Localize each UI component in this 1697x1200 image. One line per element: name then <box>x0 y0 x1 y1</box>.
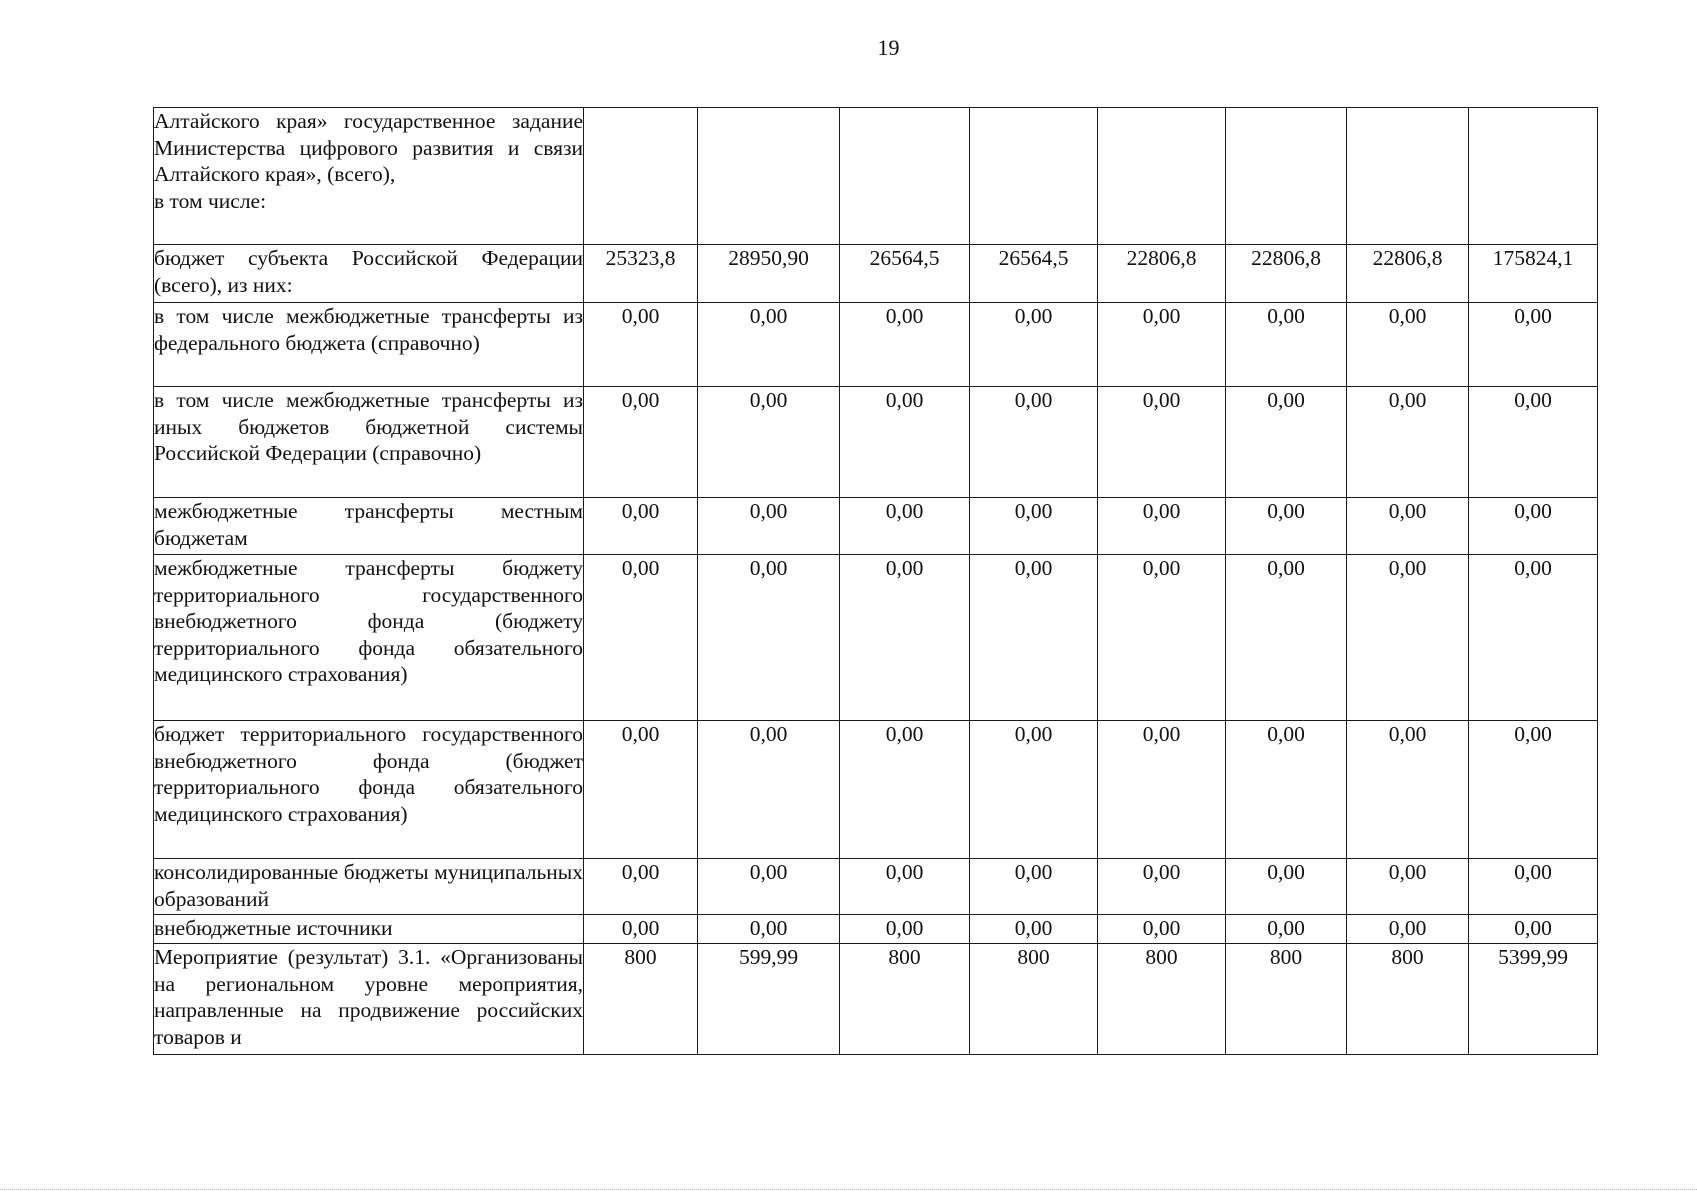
value-cell: 0,00 <box>698 303 840 387</box>
value-cell: 0,00 <box>584 498 698 555</box>
value-cell: 0,00 <box>698 555 840 721</box>
value-cell: 0,00 <box>970 859 1098 915</box>
value-cell: 0,00 <box>1226 915 1347 944</box>
value-cell-total <box>1469 108 1598 245</box>
value-cell: 0,00 <box>1098 387 1226 498</box>
value-cell: 0,00 <box>1347 555 1469 721</box>
value-cell: 0,00 <box>1098 721 1226 859</box>
row-label: межбюджетные трансферты местным бюджетам <box>154 498 584 555</box>
value-cell: 0,00 <box>840 555 970 721</box>
value-cell: 0,00 <box>840 387 970 498</box>
row-label <box>154 108 584 245</box>
value-cell: 22806,8 <box>1347 245 1469 303</box>
value-cell: 0,00 <box>1226 303 1347 387</box>
value-cell: 0,00 <box>1098 915 1226 944</box>
value-cell: 0,00 <box>698 915 840 944</box>
value-cell-total: 0,00 <box>1469 498 1598 555</box>
value-cell: 0,00 <box>1226 498 1347 555</box>
row-label: в том числе межбюджетные трансферты из иных бюджетов бюджетной системы Российской Федерации (справочно) <box>154 387 584 498</box>
table-row <box>154 108 1598 245</box>
value-cell: 0,00 <box>840 498 970 555</box>
value-cell: 26564,5 <box>840 245 970 303</box>
table-row <box>154 245 1598 303</box>
value-cell: 0,00 <box>970 498 1098 555</box>
value-cell: 0,00 <box>1347 303 1469 387</box>
table-row <box>154 387 1598 498</box>
value-cell: 0,00 <box>1098 498 1226 555</box>
row-label: внебюджетные источники <box>154 915 584 944</box>
scan-edge-rule <box>0 1189 1697 1190</box>
value-cell-total: 0,00 <box>1469 915 1598 944</box>
value-cell-total: 0,00 <box>1469 859 1598 915</box>
table-row <box>154 721 1598 859</box>
value-cell: 0,00 <box>1226 555 1347 721</box>
value-cell: 0,00 <box>1347 859 1469 915</box>
value-cell: 800 <box>1226 944 1347 1055</box>
value-cell: 0,00 <box>584 915 698 944</box>
value-cell: 0,00 <box>970 721 1098 859</box>
value-cell: 0,00 <box>698 387 840 498</box>
value-cell: 800 <box>840 944 970 1055</box>
value-cell: 0,00 <box>584 303 698 387</box>
value-cell: 26564,5 <box>970 245 1098 303</box>
row-label: в том числе межбюджетные трансферты из федерального бюджета (справочно) <box>154 303 584 387</box>
row-label: бюджет субъекта Российской Федерации (всего), из них: <box>154 245 584 303</box>
value-cell-total: 0,00 <box>1469 721 1598 859</box>
value-cell: 0,00 <box>970 555 1098 721</box>
row-label-subtext: в том числе: <box>154 188 267 213</box>
value-cell <box>1347 108 1469 245</box>
value-cell: 0,00 <box>1347 721 1469 859</box>
page-number: 19 <box>877 35 900 60</box>
value-cell: 0,00 <box>1347 498 1469 555</box>
value-cell: 0,00 <box>584 859 698 915</box>
value-cell <box>698 108 840 245</box>
value-cell: 0,00 <box>1347 915 1469 944</box>
value-cell: 0,00 <box>1098 555 1226 721</box>
row-label: консолидированные бюджеты муниципальных образований <box>154 859 584 915</box>
value-cell: 800 <box>584 944 698 1055</box>
value-cell: 0,00 <box>698 498 840 555</box>
value-cell: 0,00 <box>970 303 1098 387</box>
table-row <box>154 498 1598 555</box>
value-cell <box>840 108 970 245</box>
value-cell-total: 0,00 <box>1469 303 1598 387</box>
value-cell: 0,00 <box>584 721 698 859</box>
value-cell: 800 <box>1098 944 1226 1055</box>
value-cell: 0,00 <box>1347 387 1469 498</box>
value-cell: 28950,90 <box>698 245 840 303</box>
value-cell: 599,99 <box>698 944 840 1055</box>
value-cell <box>1098 108 1226 245</box>
row-label: Мероприятие (результат) 3.1. «Организованы на региональном уровне мероприятия, направленные на продвижение российских товаров и <box>154 944 584 1055</box>
value-cell: 800 <box>1347 944 1469 1055</box>
value-cell: 22806,8 <box>1226 245 1347 303</box>
value-cell <box>970 108 1098 245</box>
value-cell <box>1226 108 1347 245</box>
value-cell: 0,00 <box>1226 859 1347 915</box>
table-row <box>154 303 1598 387</box>
table-row <box>154 555 1598 721</box>
value-cell: 0,00 <box>1098 303 1226 387</box>
value-cell: 0,00 <box>840 915 970 944</box>
value-cell: 0,00 <box>698 721 840 859</box>
budget-table <box>153 107 1598 1055</box>
value-cell <box>584 108 698 245</box>
value-cell: 0,00 <box>970 915 1098 944</box>
value-cell: 0,00 <box>840 859 970 915</box>
table-row <box>154 944 1598 1055</box>
value-cell-total: 175824,1 <box>1469 245 1598 303</box>
row-label: межбюджетные трансферты бюджету территориального государственного внебюджетного фонда (бюджету территориального фонда обязательного медицинского страхования) <box>154 555 584 721</box>
value-cell: 0,00 <box>584 555 698 721</box>
value-cell: 22806,8 <box>1098 245 1226 303</box>
value-cell: 0,00 <box>584 387 698 498</box>
table-row <box>154 859 1598 915</box>
value-cell-total: 5399,99 <box>1469 944 1598 1055</box>
value-cell: 25323,8 <box>584 245 698 303</box>
value-cell: 0,00 <box>1226 721 1347 859</box>
value-cell: 800 <box>970 944 1098 1055</box>
value-cell: 0,00 <box>698 859 840 915</box>
value-cell: 0,00 <box>840 721 970 859</box>
value-cell: 0,00 <box>970 387 1098 498</box>
value-cell: 0,00 <box>840 303 970 387</box>
row-label-text: Алтайского края» государственное задание Министерства цифрового развития и связи Алтайского края», (всего), <box>154 109 583 186</box>
value-cell-total: 0,00 <box>1469 387 1598 498</box>
value-cell: 0,00 <box>1226 387 1347 498</box>
value-cell: 0,00 <box>1098 859 1226 915</box>
row-label: бюджет территориального государственного внебюджетного фонда (бюджет территориального фонда обязательного медицинского страхования) <box>154 721 584 859</box>
value-cell-total: 0,00 <box>1469 555 1598 721</box>
table-row <box>154 915 1598 944</box>
